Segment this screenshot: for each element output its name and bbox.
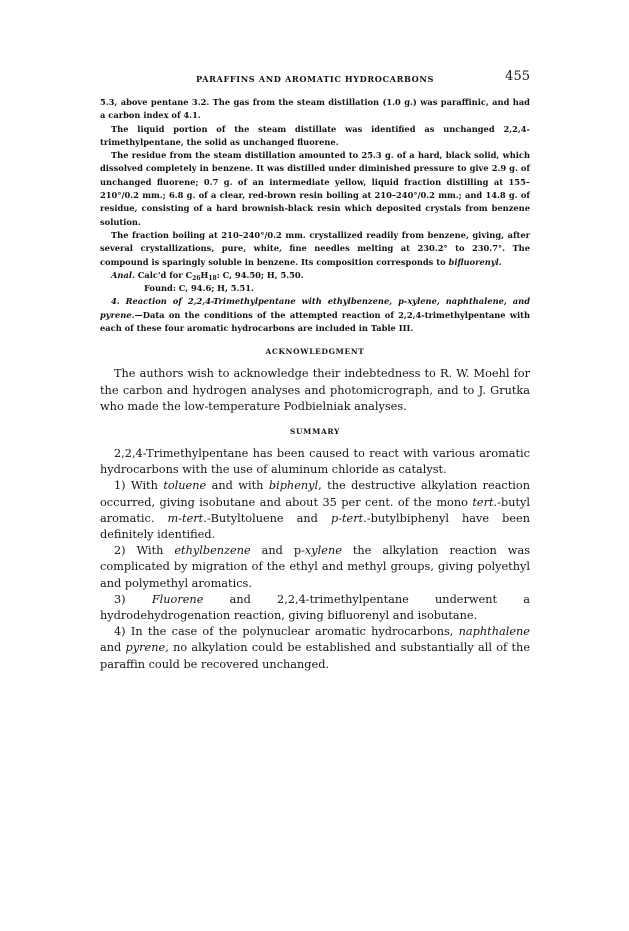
bifluorenyl-term: bifluorenyl. (448, 256, 502, 267)
summary-item-4 (100, 624, 530, 673)
analysis-label: Anal. (111, 269, 135, 280)
item1-toluene: toluene (163, 479, 207, 493)
summary-item-2 (100, 543, 530, 592)
page-number: 455 (505, 69, 530, 84)
acknowledgment-heading: ACKNOWLEDGMENT (265, 347, 365, 357)
item1-mtert: m-tert. (167, 511, 207, 525)
paragraph-gas: 5.3, above pentane 3.2. The gas from the steam distillation (1.0 g.) was paraffinic, and had a carbon index of 4.1. (100, 97, 530, 121)
paragraph-fraction (100, 229, 530, 269)
fraction-text: The fraction boiling at 210–240°/0.2 mm. crystallized readily from benzene, giving, after several crystallizations, pure, white, fine needles melting at 230.2° to 230.7°. The compound is sparingly soluble in benzene. Its composition corresponds to (100, 229, 530, 267)
item1-d: -butyl aromatic. (100, 495, 530, 525)
summary-item-1 (100, 478, 530, 543)
item4-c: , no alkylation could be established and substantially all of the paraffin could be recovered unchanged. (100, 641, 531, 671)
item4-pyrene: pyrene (125, 641, 166, 655)
paragraph-reaction-4 (100, 295, 530, 335)
item3-fluorene: Fluorene (151, 592, 204, 606)
item1-tert: tert. (472, 495, 498, 509)
item2-a: 2) With (114, 544, 175, 558)
item3-a: 3) (114, 592, 152, 606)
item4-a: 4) In the case of the polynuclear aromatic hydrocarbons, (114, 625, 459, 639)
analysis-text-c: : C, 94.50; H, 5.50. (216, 269, 304, 280)
item4-b: and (100, 641, 126, 655)
summary-heading: SUMMARY (290, 426, 340, 436)
item1-e: -Butyltoluene and (206, 511, 331, 525)
item1-c: , the destructive alkylation reaction occurred, giving isobutane and about 35 per cent. of the mono (100, 479, 530, 509)
item3-b: and 2,2,4-trimethylpentane underwent a hydrodehydrogenation reaction, giving bifluorenyl and isobutane. (100, 592, 530, 622)
analysis-calculated (100, 269, 530, 282)
analysis-text-b: H (200, 269, 209, 280)
item4-naphthalene: naphthalene (458, 625, 530, 639)
analysis-sub-c: 26 (192, 274, 201, 282)
item2-b: and p- (250, 544, 305, 558)
summary-intro: 2,2,4-Trimethylpentane has been caused to react with various aromatic hydrocarbons with the use of aluminum chloride as catalyst. (100, 446, 530, 477)
item1-b: and with (206, 479, 269, 493)
item1-ptert: p-tert. (330, 511, 367, 525)
analysis-found: Found: C, 94.6; H, 5.51. (144, 283, 254, 294)
paragraph-liquid-portion: The liquid portion of the steam distillate was identified as unchanged 2,2,4-trimethylpentane, the solid as unchanged fluorene. (100, 123, 530, 147)
paragraph-residue: The residue from the steam distillation amounted to 25.3 g. of a hard, black solid, which dissolved completely in benzene. It was distilled under diminished pressure to give 2.9 g. of unchanged fluorene; 0.7 g. of an intermediate yellow, liquid fraction distilling at 155–210°/0.2 mm.; 6.8 g. of a clear, red-brown resin boiling at 210–240°/0.2 mm.; and 14.8 g. of residue, consisting of a hard brownish-black resin which deposited crystals from benzene solution. (100, 150, 530, 227)
item1-f: -butylbiphenyl have been definitely identified. (100, 511, 531, 541)
running-head (100, 68, 530, 88)
item2-c: the alkylation reaction was complicated by migration of the ethyl and methyl groups, giving polyethyl and polymethyl aromatics. (100, 544, 530, 590)
item2-xylene: xylene (304, 544, 342, 558)
reaction-4-text: —Data on the conditions of the attempted reaction of 2,2,4-trimethylpentane with each of these four aromatic hydrocarbons are included in Table III. (100, 309, 530, 334)
acknowledgment-text: The authors wish to acknowledge their indebtedness to R. W. Moehl for the carbon and hydrogen analyses and photomicrograph, and to J. Grutka who made the low-temperature Podbielniak analyses. (100, 367, 530, 413)
page (100, 68, 530, 673)
reaction-4-heading: 4. Reaction of 2,2,4-Trimethylpentane with ethylbenzene, p-xylene, naphthalene, and pyrene. (100, 296, 530, 320)
summary-item-3 (100, 592, 530, 624)
analysis-sub-h: 18 (208, 274, 217, 282)
item1-a: 1) With (114, 479, 164, 493)
running-title: PARAFFINS AND AROMATIC HYDROCARBONS (196, 74, 434, 84)
item2-ethylbenzene: ethylbenzene (174, 544, 251, 558)
item1-biphenyl: biphenyl (268, 479, 319, 493)
analysis-text-a: Calc'd for C (134, 269, 193, 280)
